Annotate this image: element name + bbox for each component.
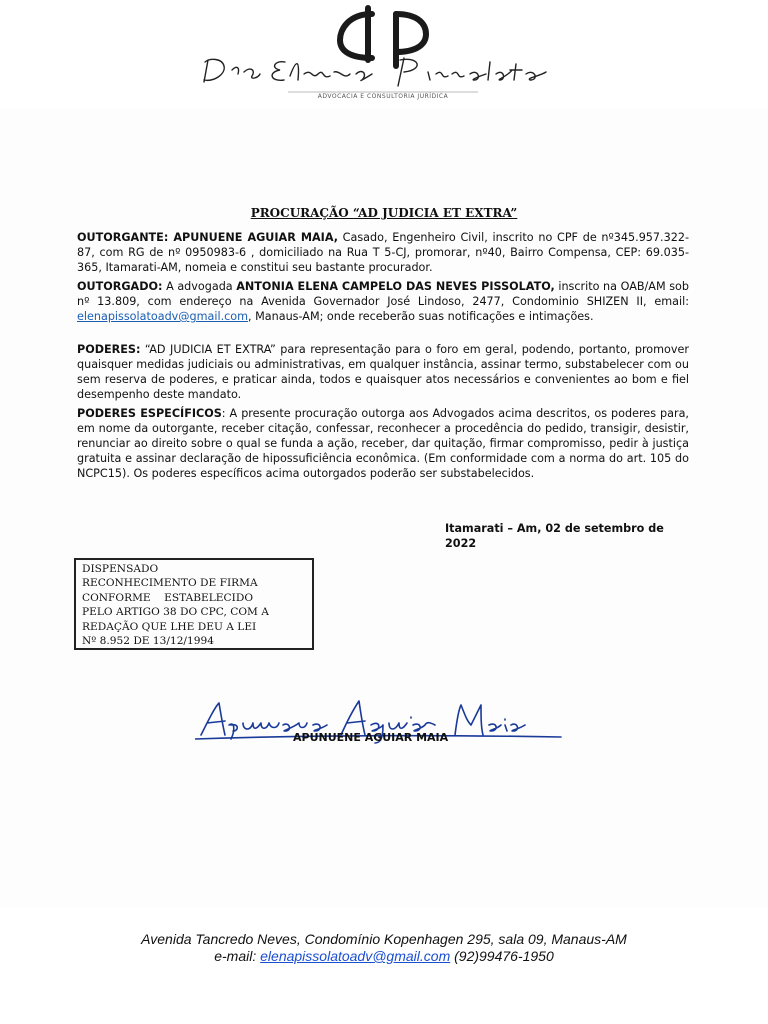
outorgante-text: Casado, Engenheiro Civil, inscrito no CPF de nº345.957.322-87, com RG de nº 0950983-6 , domiciliado na Rua T 5-CJ, promorar, nº40, Bairro Compensa, CEP: 69.035-365, Itamarati-AM, nomeia e constitui seu bastante procurador. [77, 231, 689, 274]
poderes-label: PODERES: [77, 343, 141, 356]
footer-phone: (92)99476-1950 [450, 948, 554, 964]
place-date-line-1: Itamarati – Am, 02 de setembro de [445, 522, 664, 535]
dispensado-line: Nº 8.952 DE 13/12/1994 [82, 635, 214, 648]
logo-script-name [204, 58, 546, 86]
outorgado-email-link[interactable]: elenapissolatoadv@gmail.com [77, 310, 249, 323]
outorgado-paragraph [77, 279, 689, 324]
poderes-text: “AD JUDICIA ET EXTRA” para representação para o foro em geral, podendo, portanto, promover quaisquer medidas judiciais ou administrativas, em qualquer instância, assinar termo, substabelecer com ou sem reserva de poderes, e praticar ainda, todos e quaisquer atos necessários e convenientes ao bom e fiel desempenho deste mandato. [77, 343, 689, 401]
footer-address: Avenida Tancredo Neves, Condomínio Kopenhagen 295, sala 09, Manaus-AM [141, 931, 627, 947]
poderes-especificos-label: PODERES ESPECÍFICOS [77, 407, 222, 420]
dispensado-line: RECONHECIMENTO DE FIRMA [82, 577, 258, 590]
footer-contact [0, 948, 768, 965]
scanned-page [0, 108, 768, 908]
outorgado-name: ANTONIA ELENA CAMPELO DAS NEVES PISSOLATO, [236, 280, 555, 293]
dispensado-line: REDAÇÃO QUE LHE DEU A LEI [82, 620, 257, 633]
letterhead-logo [0, 0, 768, 100]
outorgado-text-c: , Manaus-AM; onde receberão suas notificações e intimações. [248, 310, 594, 323]
poderes-especificos-text: : A presente procuração outorga aos Advogados acima descritos, os poderes para, em nome da outorgante, receber citação, confessar, reconhecer a procedência do pedido, transigir, desistir, renunciar ao direito sobre o qual se funda a ação, receber, dar quitação, firmar compromisso, pedir à justiça gratuita e assinar declaração de hipossuficiência econômica. (Em conformidade com a norma do art. 105 do NCPC15). Os poderes específicos acima outorgados poderão ser substabelecidos. [77, 407, 689, 480]
dispensado-line: CONFORME ESTABELECIDO [82, 591, 254, 604]
outorgado-label: OUTORGADO: [77, 280, 163, 293]
footer-email-link[interactable]: elenapissolatoadv@gmail.com [260, 948, 451, 964]
outorgado-text-b: inscrito na OAB/AM sob nº 13.809, com endereço na Avenida Governador José Lindoso, 2477, Condominio SHIZEN II, email: [77, 280, 689, 308]
outorgado-text-a: A advogada [162, 280, 237, 293]
footer-email-label: e-mail: [214, 948, 261, 964]
poderes-especificos-paragraph [77, 406, 689, 481]
dispensado-box [74, 558, 314, 650]
outorgante-label: OUTORGANTE: APUNUENE AGUIAR MAIA, [77, 231, 338, 244]
dispensado-line: PELO ARTIGO 38 DO CPC, COM A [82, 606, 269, 619]
place-date [445, 521, 685, 551]
signature-name: APUNUENE AGUIAR MAIA [293, 731, 449, 744]
monogram-icon [340, 8, 426, 66]
svg-text:ADVOCACIA E CONSULTORIA JURÍDI: ADVOCACIA E CONSULTORIA JURÍDICA [317, 93, 449, 100]
document-title: PROCURAÇÃO “AD JUDICIA ET EXTRA” [250, 206, 518, 220]
outorgante-paragraph [77, 230, 689, 275]
poderes-paragraph [77, 342, 689, 402]
dispensado-line: DISPENSADO [82, 563, 159, 575]
place-date-line-2: 2022 [445, 537, 477, 550]
